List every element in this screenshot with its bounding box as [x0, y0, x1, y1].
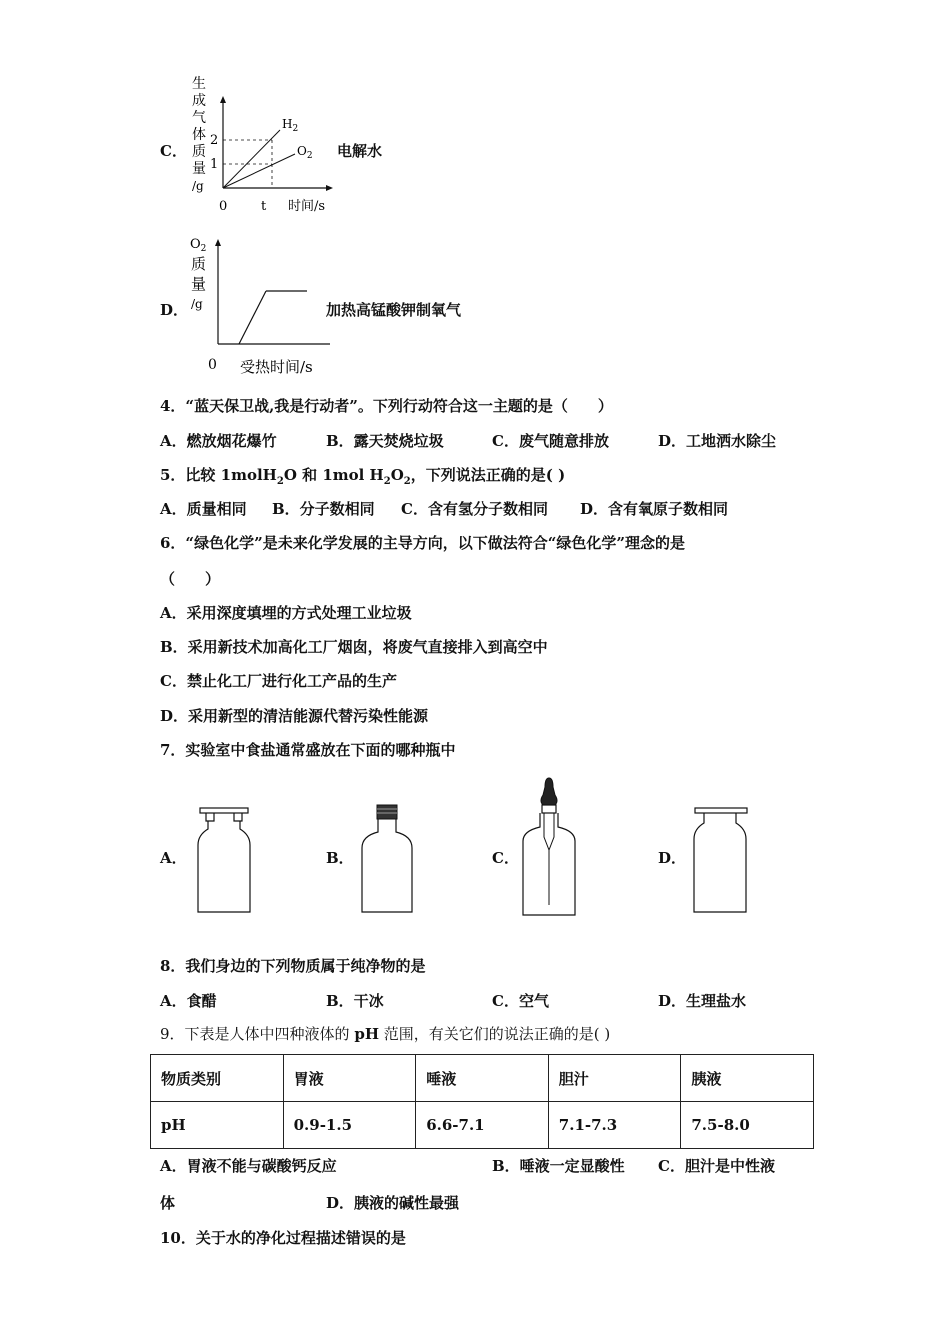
ylabel-char: 气	[192, 110, 206, 126]
q4-stem: 4．“蓝天保卫战,我是行动者”。下列行动符合这一主题的是（ ）	[160, 397, 613, 415]
series-line-h2	[223, 130, 280, 188]
ylabel-char: 量	[192, 161, 206, 177]
ylabel-char: 体	[192, 127, 206, 143]
q7-stem: 7．实验室中食盐通常盛放在下面的哪种瓶中	[160, 741, 456, 759]
q6-option-a: A．采用深度填埋的方式处理工业垃圾	[160, 604, 412, 622]
q9-option-a: A．胃液不能与碳酸钙反应	[160, 1157, 337, 1175]
q3-optC-chart	[180, 72, 350, 222]
q5-option-d: D．含有氧原子数相同	[580, 500, 729, 518]
table-cell: 7.5-8.0	[681, 1102, 814, 1149]
table-cell: 唾液	[416, 1055, 549, 1102]
ylabel-char: 生	[192, 76, 206, 92]
bottle-a-wide-mouth-glass-stopper	[194, 805, 256, 915]
q8-option-d: D．生理盐水	[658, 992, 747, 1010]
q4-option-a: A．燃放烟花爆竹	[160, 432, 277, 450]
table-cell: 胆汁	[548, 1055, 681, 1102]
q7-option-a-label: A．	[160, 849, 187, 867]
q4-option-c: C．废气随意排放	[492, 432, 609, 450]
q6-option-b: B．采用新技术加高化工厂烟囱，将废气直接排入到高空中	[160, 638, 548, 656]
bottle-b-narrow-mouth-rubber-stopper	[356, 802, 418, 915]
x-axis-arrow	[326, 185, 333, 191]
ylabel-top: $O_2$	[190, 237, 207, 254]
q8-option-c: C．空气	[492, 992, 549, 1010]
ylabel-unit: /g	[192, 179, 204, 193]
q5-option-c: C．含有氢分子数相同	[401, 500, 548, 518]
ylabel-char: 质	[191, 255, 207, 273]
bottle-c-dropper-bottle	[518, 775, 580, 920]
q7-option-d-label: D．	[658, 849, 687, 867]
series-label-o2: $O_2$	[297, 144, 313, 161]
q3-optD-caption: 加热高锰酸钾制氧气	[326, 301, 462, 319]
q5-option-b: B．分子数相同	[272, 500, 375, 518]
y-axis-arrow	[215, 239, 221, 246]
q6-stem: 6．“绿色化学”是未来化学发展的主导方向，以下做法符合“绿色化学”理念的是	[160, 534, 685, 552]
ylabel-char: 成	[192, 93, 206, 109]
q7-option-b-label: B．	[326, 849, 354, 867]
q3-optC-label: C．	[160, 142, 187, 160]
ytick-label: 2	[210, 133, 219, 148]
q9-stem: 9．下表是人体中四种液体的 pH 范围，有关它们的说法正确的是( )	[160, 1025, 611, 1043]
q9-option-b: B．唾液一定显酸性	[492, 1157, 625, 1175]
table-row	[151, 1102, 814, 1149]
q9-option-d: D．胰液的碱性最强	[326, 1194, 460, 1212]
q6-option-d: D．采用新型的清洁能源代替污染性能源	[160, 707, 429, 725]
table-cell: 胰液	[681, 1055, 814, 1102]
q10-stem: 10．关于水的净化过程描述错误的是	[160, 1229, 406, 1247]
table-cell: 0.9-1.5	[283, 1102, 416, 1149]
ylabel-char: 质	[192, 144, 206, 160]
series-label-h2: $H_2$	[282, 117, 299, 134]
series-line-o2	[223, 154, 295, 188]
q4-option-b: B．露天焚烧垃圾	[326, 432, 444, 450]
x-axis-label: 受热时间/s	[240, 358, 313, 376]
q9-option-c-continued: 体	[160, 1194, 176, 1212]
table-cell: pH	[151, 1102, 284, 1149]
q8-option-b: B．干冰	[326, 992, 384, 1010]
bottle-d-wide-mouth-lid	[690, 805, 752, 915]
q5-stem: 5．比较 1molH$_2$O 和 1mol $H_2O_2$，下列说法正确的是( )	[160, 466, 566, 487]
y-axis-arrow	[220, 96, 226, 103]
q3-optC-ylabel	[192, 75, 206, 193]
table-cell: 6.6-7.1	[416, 1102, 549, 1149]
q3-optC-caption: 电解水	[337, 142, 383, 160]
q3-optD-chart	[180, 232, 350, 377]
table-cell: 物质类别	[151, 1055, 284, 1102]
xtick-label: t	[261, 199, 267, 214]
q5-option-a: A．质量相同	[160, 500, 247, 518]
q8-stem: 8．我们身边的下列物质属于纯净物的是	[160, 957, 426, 975]
q3-optD-label: D．	[160, 301, 189, 319]
series-line-o2-rise	[239, 291, 266, 344]
xtick-label: 0	[208, 357, 217, 373]
q8-option-a: A．食醋	[160, 992, 217, 1010]
q6-option-c: C．禁止化工厂进行化工产品的生产	[160, 672, 397, 690]
xtick-label: 0	[219, 199, 228, 214]
table-header-row	[151, 1055, 814, 1102]
table-cell: 7.1-7.3	[548, 1102, 681, 1149]
ylabel-unit: /g	[191, 297, 203, 311]
x-axis-label: 时间/s	[288, 199, 326, 214]
table-cell: 胃液	[283, 1055, 416, 1102]
ylabel-char: 量	[191, 275, 207, 293]
q9-option-c: C．胆汁是中性液	[658, 1157, 775, 1175]
q4-option-d: D．工地洒水除尘	[658, 432, 777, 450]
ytick-label: 1	[210, 157, 219, 172]
ph-table	[150, 1054, 814, 1149]
q7-option-c-label: C．	[492, 849, 519, 867]
q6-paren: （ ）	[160, 570, 221, 588]
